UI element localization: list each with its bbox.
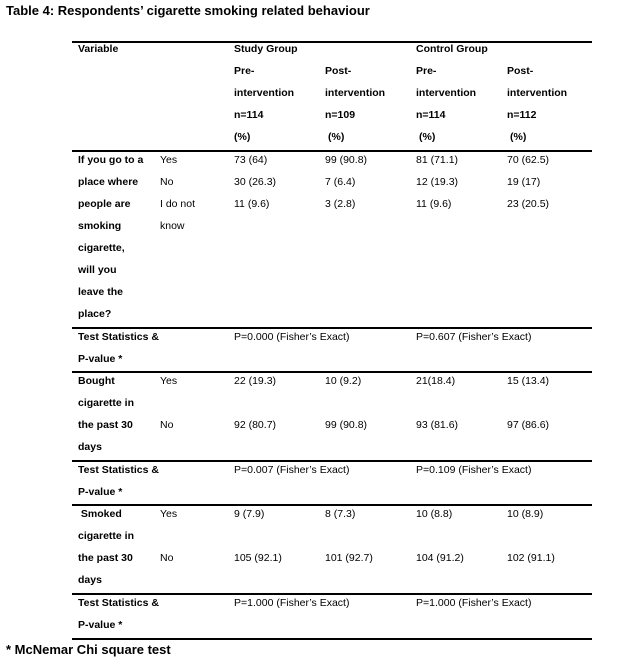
test2-study: P=0.007 (Fisher’s Exact) <box>234 464 350 476</box>
col3-n: n=114 <box>416 109 446 121</box>
q2-option-no: No <box>160 419 174 431</box>
q3-no-v2: 101 (92.7) <box>325 552 373 564</box>
col3-line2: intervention <box>416 87 477 99</box>
q3-option-yes: Yes <box>160 508 178 520</box>
q2-no-v4: 97 (86.6) <box>507 419 550 431</box>
col3-unit: (%) <box>419 131 436 143</box>
test3-control: P=1.000 (Fisher’s Exact) <box>416 597 532 609</box>
q1-option-dontknow-2: know <box>160 220 185 232</box>
q3-no-v1: 105 (92.1) <box>234 552 282 564</box>
test2-control: P=0.109 (Fisher’s Exact) <box>416 464 532 476</box>
q3-no-v3: 104 (91.2) <box>416 552 464 564</box>
header-study-group: Study Group <box>234 43 298 55</box>
q1-no-v2: 7 (6.4) <box>325 176 356 188</box>
q1-no-v4: 19 (17) <box>507 176 541 188</box>
q3-yes-v2: 8 (7.3) <box>325 508 356 520</box>
col4-line1: Post- <box>507 65 534 77</box>
q1-dk-v1: 11 (9.6) <box>234 198 270 210</box>
q1-yes-v2: 99 (90.8) <box>325 154 368 166</box>
col4-line2: intervention <box>507 87 568 99</box>
q2-line-2: cigarette in <box>78 397 135 409</box>
q1-dk-v4: 23 (20.5) <box>507 198 550 210</box>
bottom-rule <box>72 638 592 640</box>
q1-line-3: people are <box>78 198 131 210</box>
test1-study: P=0.000 (Fisher’s Exact) <box>234 331 350 343</box>
q2-yes-v4: 15 (13.4) <box>507 375 550 387</box>
col1-unit: (%) <box>234 131 251 143</box>
q2-line-3: the past 30 <box>78 419 133 431</box>
q3-yes-v3: 10 (8.8) <box>416 508 453 520</box>
q2-yes-v3: 21(18.4) <box>416 375 456 387</box>
q3-yes-v4: 10 (8.9) <box>507 508 544 520</box>
q3-line-4: days <box>78 574 102 586</box>
q3-yes-v1: 9 (7.9) <box>234 508 265 520</box>
test3-label-2: P-value * <box>78 619 123 631</box>
col2-line1: Post- <box>325 65 352 77</box>
q3-line-1: Smoked <box>78 508 122 520</box>
q1-dk-v2: 3 (2.8) <box>325 198 356 210</box>
q1-yes-v4: 70 (62.5) <box>507 154 550 166</box>
test1-label-2: P-value * <box>78 353 123 365</box>
header-variable: Variable <box>78 43 119 55</box>
test3-study: P=1.000 (Fisher’s Exact) <box>234 597 350 609</box>
q1-dk-v3: 11 (9.6) <box>416 198 452 210</box>
col4-unit: (%) <box>510 131 527 143</box>
col4-n: n=112 <box>507 109 537 121</box>
q3-no-v4: 102 (91.1) <box>507 552 555 564</box>
q1-option-no: No <box>160 176 174 188</box>
q1-no-v3: 12 (19.3) <box>416 176 459 188</box>
q1-line-4: smoking <box>78 220 122 232</box>
test3-label-1: Test Statistics & <box>78 597 159 609</box>
q1-line-7: leave the <box>78 286 123 298</box>
q1-line-1: If you go to a <box>78 154 144 166</box>
q2-no-v2: 99 (90.8) <box>325 419 368 431</box>
q2-no-v3: 93 (81.6) <box>416 419 459 431</box>
q1-line-6: will you <box>78 264 117 276</box>
q1-line-5: cigarette, <box>78 242 125 254</box>
q2-line-4: days <box>78 441 102 453</box>
q1-no-v1: 30 (26.3) <box>234 176 277 188</box>
q2-yes-v1: 22 (19.3) <box>234 375 277 387</box>
test1-label-1: Test Statistics & <box>78 331 159 343</box>
col2-n: n=109 <box>325 109 356 121</box>
q1-yes-v3: 81 (71.1) <box>416 154 459 166</box>
q3-line-3: the past 30 <box>78 552 133 564</box>
q1-yes-v1: 73 (64) <box>234 154 268 166</box>
test2-label-1: Test Statistics & <box>78 464 159 476</box>
col2-unit: (%) <box>328 131 345 143</box>
q1-option-dontknow-1: I do not <box>160 198 196 210</box>
table-caption: Table 4: Respondents’ cigarette smoking related behaviour <box>6 3 370 18</box>
q2-no-v1: 92 (80.7) <box>234 419 277 431</box>
q2-option-yes: Yes <box>160 375 178 387</box>
col1-line2: intervention <box>234 87 295 99</box>
q1-option-yes: Yes <box>160 154 178 166</box>
footnote: * McNemar Chi square test <box>6 642 171 657</box>
q3-line-2: cigarette in <box>78 530 135 542</box>
top-rule <box>72 41 592 43</box>
q1-line-8: place? <box>78 308 112 320</box>
col2-line2: intervention <box>325 87 386 99</box>
col3-line1: Pre- <box>416 65 437 77</box>
col1-line1: Pre- <box>234 65 255 77</box>
q2-yes-v2: 10 (9.2) <box>325 375 362 387</box>
q1-line-2: place where <box>78 176 139 188</box>
q3-option-no: No <box>160 552 174 564</box>
q2-line-1: Bought <box>78 375 115 387</box>
test1-control: P=0.607 (Fisher’s Exact) <box>416 331 532 343</box>
col1-n: n=114 <box>234 109 264 121</box>
test2-label-2: P-value * <box>78 486 123 498</box>
header-control-group: Control Group <box>416 43 488 55</box>
